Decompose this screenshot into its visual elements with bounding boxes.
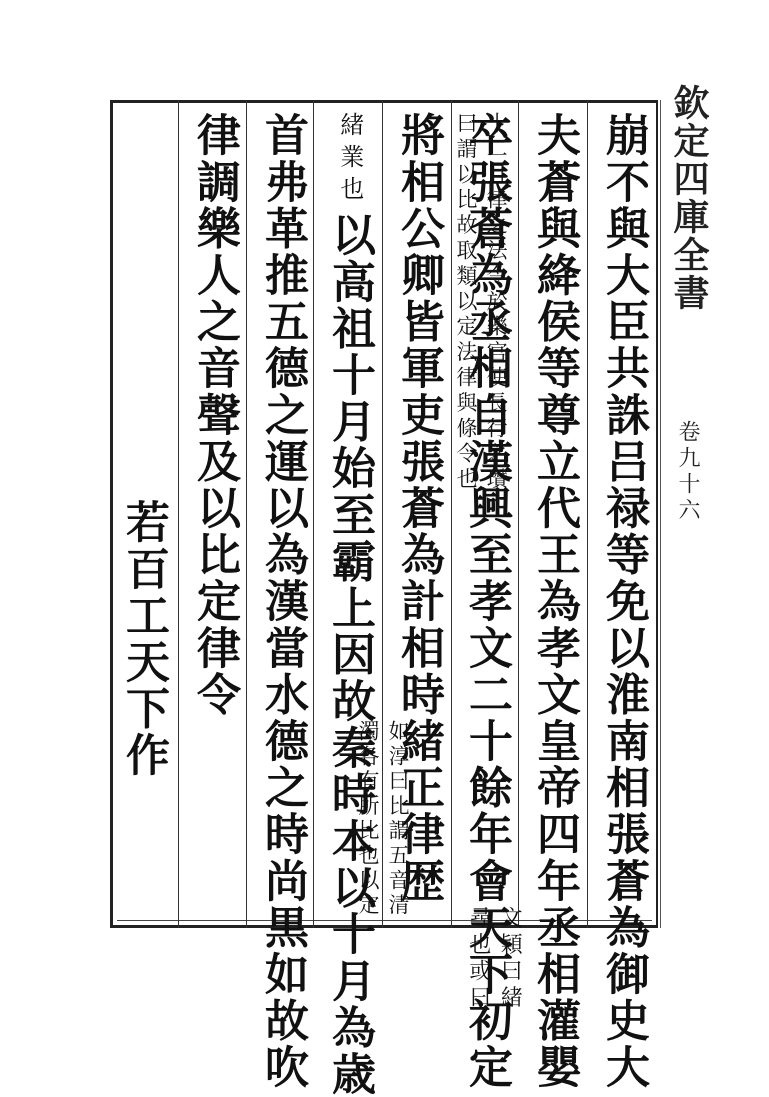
annotation-line-right: 文穎曰緒: [497, 906, 523, 1013]
column-text: 崩不與大臣共誅吕禄等免以淮南相張蒼為御史大: [598, 112, 649, 1091]
annotation: [18, 720, 410, 918]
column-text: 首弗革推五德之運以為漢當水德之時尚黒如故吹: [257, 112, 308, 1091]
text-column-1: [596, 112, 650, 1091]
column-text: 若百工天下作: [118, 499, 169, 779]
column-rule: [587, 100, 588, 928]
annotation-line-right: 十二月律之法令於樂官使長行之瓚: [484, 112, 509, 493]
annotation: 緒業也: [335, 112, 364, 208]
column-text: 將相公卿皆軍吏張蒼為計相時緒正律歴: [393, 112, 444, 905]
book-title: 欽定四庫全書: [668, 84, 710, 312]
annotation-line-left: 曰謂以比故取類以定法律與條令也: [453, 112, 478, 493]
annotation-line-left: 尋也或曰: [465, 906, 491, 1013]
annotation-line-left: 濁各有所比也以定: [355, 719, 380, 919]
column-text: 卒張蒼為丞相自漢興至孝文二十餘年會天下初定: [461, 112, 512, 1091]
column-text: 以高祖十月始至霸上因故秦時本以十月為歳: [324, 212, 375, 1097]
column-text: 夫蒼與絳侯等尊立代王為孝文皇帝四年丞相灌嬰: [529, 112, 580, 1091]
annotation-line-right: 如淳曰比謂五音清: [386, 719, 411, 919]
column-rule: [518, 100, 519, 928]
annotation: [0, 112, 508, 493]
text-column-2: [527, 112, 581, 1091]
column-text: 律調樂人之音聲及以比定律令: [189, 112, 240, 718]
volume-label: 卷九十六: [675, 420, 700, 524]
margin-rule: [660, 100, 661, 928]
